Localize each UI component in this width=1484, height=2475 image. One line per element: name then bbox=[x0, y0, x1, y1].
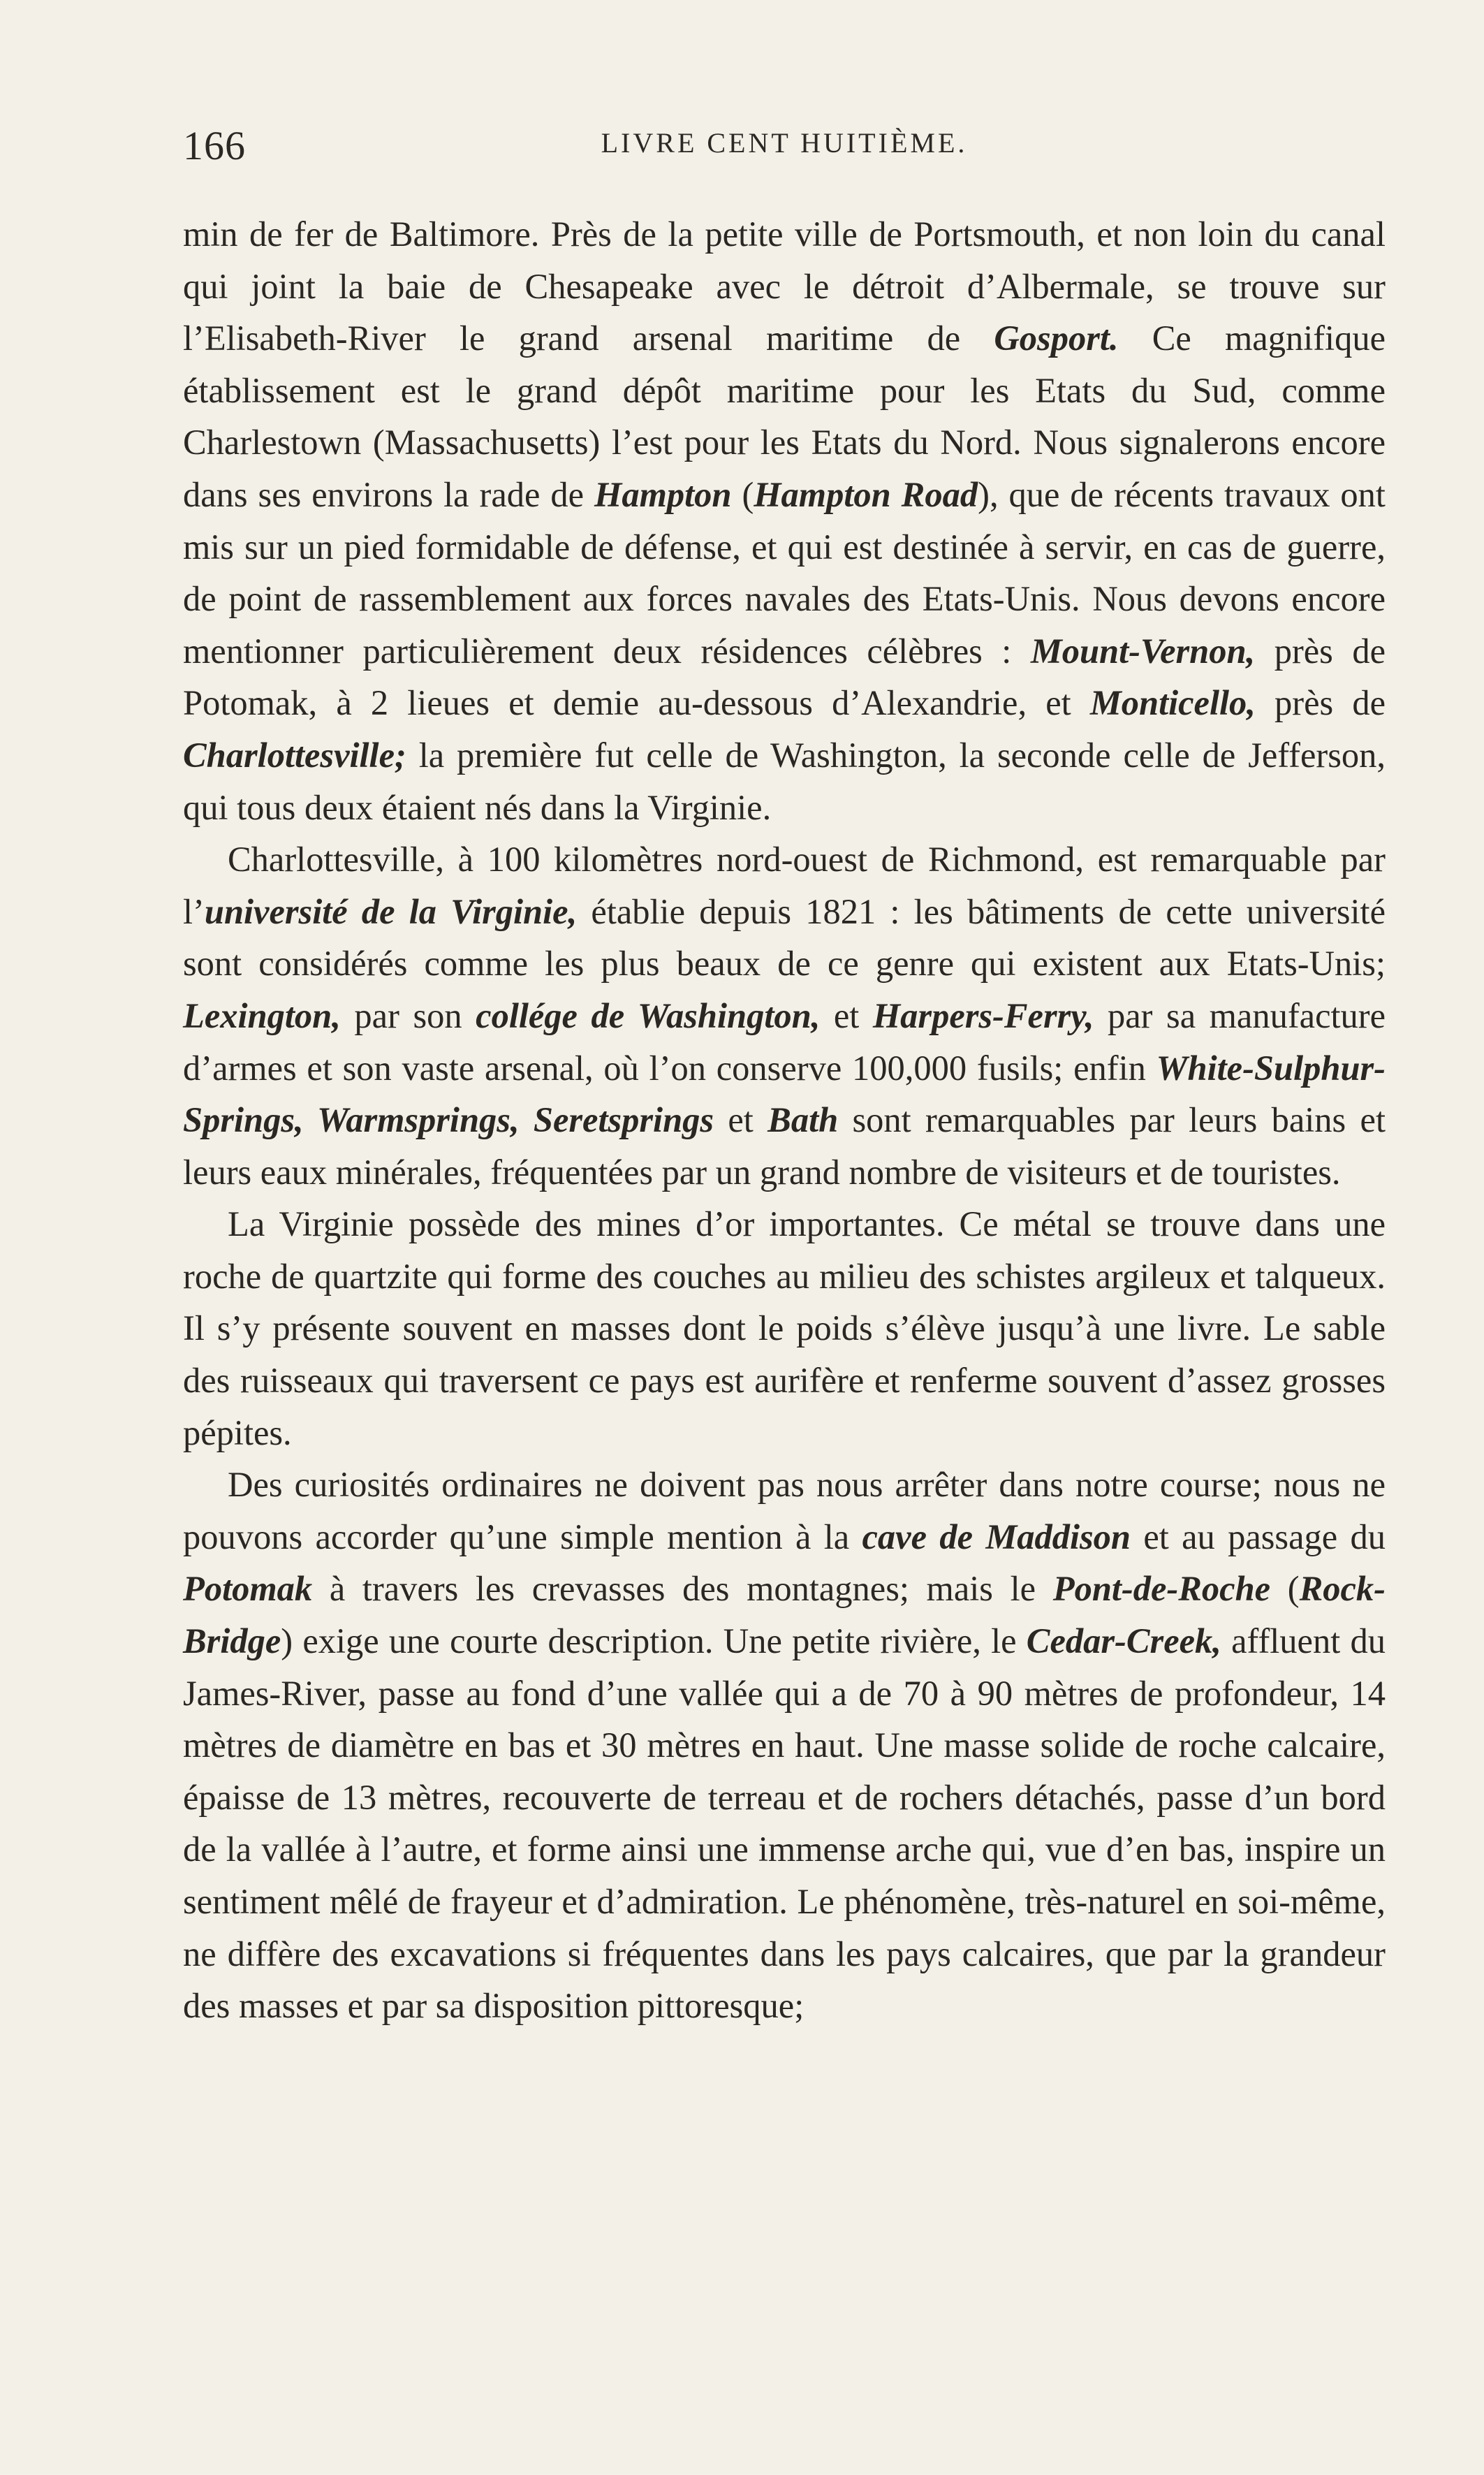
text-segment: par sa manufacture d’armes et son vaste arsenal, où l’on conserve 100,000 fusils; enfin bbox=[183, 995, 1386, 1088]
text-segment: par son bbox=[340, 995, 476, 1035]
text-segment: et bbox=[820, 995, 873, 1035]
text-segment: ), que de récents travaux ont mis sur un pied formidable de défense, et qui est destinée à servir, en cas de guerre, de point de rassemblement aux forces navales des Etats-Unis. Nous devons encore mentionner particulièrement deux résidences célèbres : bbox=[183, 474, 1386, 671]
italic-text-segment: White-Sulphur-Springs, Warmsprings, Seretsprings bbox=[183, 1048, 1386, 1140]
italic-text-segment: Hampton bbox=[594, 474, 732, 514]
italic-text-segment: Gosport. bbox=[994, 319, 1119, 358]
text-segment: ) exige une courte description. Une petite rivière, le bbox=[281, 1621, 1027, 1661]
text-segment: et au passage du bbox=[1131, 1517, 1386, 1556]
text-segment: établie depuis 1821 : les bâtiments de cette université sont considérés comme les plus beaux de ce genre qui existent aux Etats-Unis; bbox=[183, 891, 1386, 984]
italic-text-segment: Rock-Bridge bbox=[183, 1569, 1386, 1661]
text-segment: ( bbox=[1270, 1569, 1300, 1609]
paragraph bbox=[183, 1459, 1386, 2032]
body-text bbox=[183, 208, 1386, 2032]
italic-text-segment: Bath bbox=[767, 1100, 839, 1140]
text-segment: affluent du James-River, passe au fond d’une vallée qui a de 70 à 90 mètres de profondeur, 14 mètres de diamètre en bas et 30 mètres en haut. Une masse solide de roche calcaire, épaisse de 13 mètres, recouverte de terreau et de rochers détachés, passe d’un bord de la vallée à l’autre, et forme ainsi une immense arche qui, vue d’en bas, inspire un sentiment mêlé de frayeur et d’admiration. Le phénomène, très-naturel en soi-même, ne diffère des excavations si fréquentes dans les pays calcaires, que par la grandeur des masses et par sa disposition pittoresque; bbox=[183, 1621, 1386, 2026]
italic-text-segment: Cedar-Creek, bbox=[1026, 1621, 1221, 1661]
italic-text-segment: Hampton Road bbox=[754, 474, 978, 514]
text-segment: à travers les crevasses des montagnes; mais le bbox=[312, 1569, 1053, 1609]
text-segment: la première fut celle de Washington, la seconde celle de Jefferson, qui tous deux étaient nés dans la Virginie. bbox=[183, 735, 1386, 827]
italic-text-segment: Pont-de-Roche bbox=[1052, 1569, 1271, 1609]
italic-text-segment: cave de Maddison bbox=[862, 1517, 1131, 1556]
text-segment: Ce magnifique établissement est le grand dépôt maritime pour les Etats du Sud, comme Charlestown (Massachusetts) l’est pour les Etats du Nord. Nous signalerons encore dans ses environs la rade de bbox=[183, 319, 1386, 514]
text-segment: sont remarquables par leurs bains et leurs eaux minérales, fréquentées par un grand nombre de visiteurs et de touristes. bbox=[183, 1100, 1386, 1192]
italic-text-segment: université de la Virginie, bbox=[204, 891, 578, 931]
italic-text-segment: Potomak bbox=[183, 1569, 313, 1609]
page-header bbox=[183, 122, 1386, 178]
text-segment: min de fer de Baltimore. Près de la petite ville de Portsmouth, et non loin du canal qui joint la baie de Chesapeake avec le détroit d’Albermale, se trouve sur l’Elisabeth-River le grand arsenal maritime de bbox=[183, 214, 1386, 358]
text-segment: La Virginie possède des mines d’or importantes. Ce métal se trouve dans une roche de quartzite qui forme des couches au milieu des schistes argileux et talqueux. Il s’y présente souvent en masses dont le poids s’élève jusqu’à une livre. Le sable des ruisseaux qui traversent ce pays est aurifère et renferme souvent d’assez grosses pépites. bbox=[183, 1204, 1386, 1452]
italic-text-segment: Mount-Vernon, bbox=[1030, 631, 1256, 671]
page-number: 166 bbox=[183, 123, 246, 168]
text-segment: près de Potomak, à 2 lieues et demie au-dessous d’Alexandrie, et bbox=[183, 631, 1386, 723]
paragraph bbox=[183, 833, 1386, 1198]
text-segment: Charlottesville, à 100 kilomètres nord-ouest de Richmond, est remarquable par l’ bbox=[183, 840, 1386, 931]
text-segment: près de bbox=[1255, 683, 1386, 723]
italic-text-segment: Harpers-Ferry, bbox=[872, 995, 1094, 1035]
text-segment: ( bbox=[731, 474, 754, 514]
italic-text-segment: Charlottesville; bbox=[183, 735, 406, 775]
text-segment: Des curiosités ordinaires ne doivent pas nous arrêter dans notre course; nous ne pouvons accorder qu’une simple mention à la bbox=[183, 1465, 1386, 1556]
italic-text-segment: collége de Washington, bbox=[476, 995, 821, 1035]
text-segment: et bbox=[714, 1100, 768, 1140]
paragraph bbox=[183, 1198, 1386, 1459]
italic-text-segment: Monticello, bbox=[1089, 683, 1256, 723]
italic-text-segment: Lexington, bbox=[183, 995, 341, 1035]
running-head: LIVRE CENT HUITIÈME. bbox=[601, 127, 968, 159]
paragraph bbox=[183, 208, 1386, 833]
